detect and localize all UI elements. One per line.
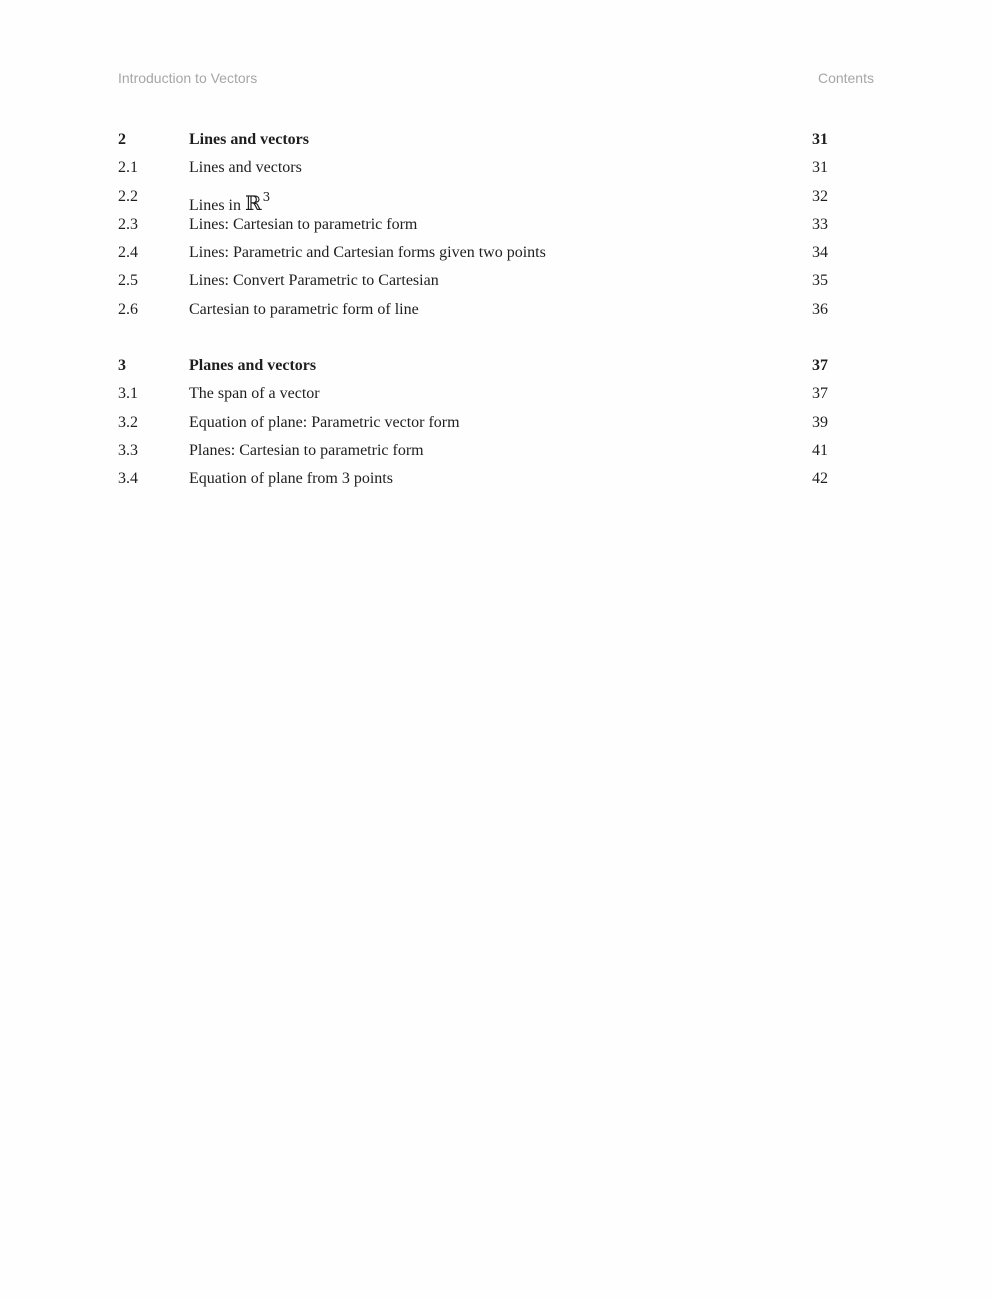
chapter-page: 31: [812, 131, 828, 148]
section-title: The span of a vector: [189, 385, 320, 403]
section-page: 35: [812, 272, 828, 290]
chapter-page: 37: [812, 357, 828, 375]
section-title: Lines and vectors: [189, 159, 302, 177]
toc-chapter-heading[interactable]: [118, 352, 828, 380]
section-title: Lines: Cartesian to parametric form: [189, 215, 418, 233]
chapter-title: Lines and vectors: [189, 131, 309, 148]
toc-section-row[interactable]: [118, 409, 828, 437]
chapter-number: 2: [118, 131, 126, 148]
table-of-contents: [118, 126, 828, 522]
section-title: Planes: Cartesian to parametric form: [189, 441, 424, 459]
header-section-name: Contents: [817, 70, 874, 86]
toc-section-row[interactable]: [118, 465, 828, 493]
section-number: 3.4: [118, 470, 138, 488]
section-number: 2.2: [118, 187, 138, 205]
toc-section-row[interactable]: [118, 296, 828, 324]
section-page: 33: [812, 215, 828, 233]
section-page: 42: [812, 470, 828, 488]
section-number: 2.3: [118, 215, 138, 233]
section-title: Lines: Parametric and Cartesian forms given two points: [189, 244, 546, 262]
chapter-number: 3: [118, 357, 126, 375]
running-header: [118, 70, 874, 90]
section-number: 2.4: [118, 244, 138, 262]
toc-section-row[interactable]: [118, 267, 828, 295]
toc-section-row[interactable]: [118, 239, 828, 267]
section-number: 3.2: [118, 413, 138, 431]
section-page: 41: [812, 441, 828, 459]
section-title: Equation of plane from 3 points: [189, 470, 393, 488]
section-page: 37: [812, 385, 828, 403]
section-page: 36: [812, 300, 828, 318]
section-number: 2.6: [118, 300, 138, 318]
chapter-title: Planes and vectors: [189, 357, 317, 375]
section-page: 31: [812, 159, 828, 177]
toc-chapter-3: [118, 352, 828, 493]
toc-section-row[interactable]: [118, 380, 828, 408]
section-title: Lines: Convert Parametric to Cartesian: [189, 272, 439, 290]
math-superscript: 3: [262, 189, 271, 204]
toc-section-row[interactable]: [118, 211, 828, 239]
toc-chapter-heading[interactable]: [118, 126, 828, 154]
toc-chapter-2: [118, 126, 828, 324]
section-page: 32: [812, 187, 828, 205]
section-number: 2.5: [118, 272, 138, 290]
toc-section-row[interactable]: [118, 183, 828, 215]
toc-section-row[interactable]: [118, 437, 828, 465]
section-title: Cartesian to parametric form of line: [189, 300, 419, 318]
toc-section-row[interactable]: [118, 154, 828, 182]
section-number: 3.3: [118, 441, 138, 459]
section-number: 3.1: [118, 385, 138, 403]
section-title: Equation of plane: Parametric vector form: [189, 413, 460, 431]
section-title: Lines in: [189, 196, 245, 214]
section-page: 39: [812, 413, 828, 431]
section-number: 2.1: [118, 159, 138, 177]
section-page: 34: [812, 244, 828, 262]
header-book-title: Introduction to Vectors: [118, 70, 258, 86]
real-numbers-symbol: ℝ: [245, 190, 262, 215]
